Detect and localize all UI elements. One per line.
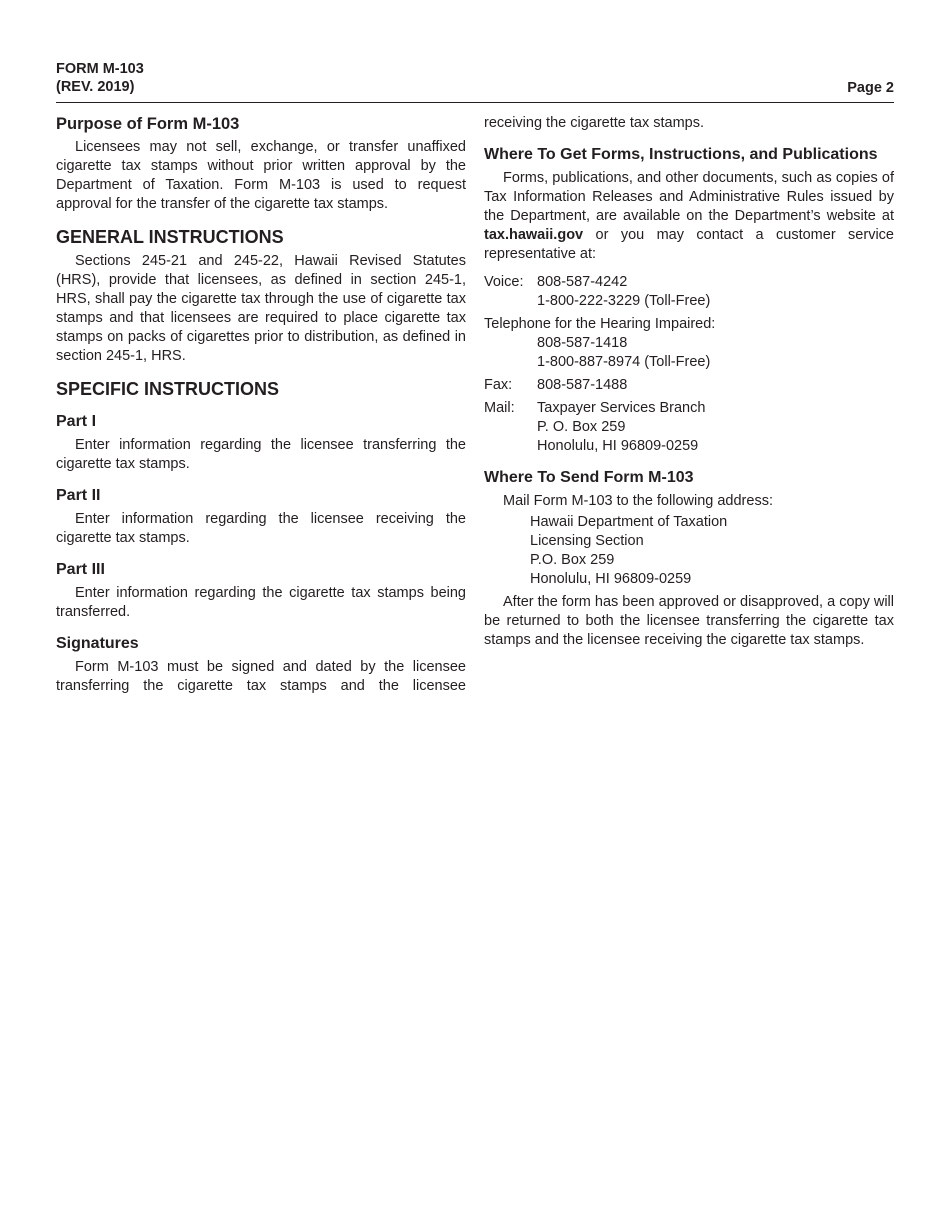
mail-label: Mail: <box>484 400 515 416</box>
right-column <box>484 114 894 696</box>
address-line-2: Licensing Section <box>530 533 644 549</box>
address-line-4: Honolulu, HI 96809-0259 <box>530 571 692 587</box>
address-line-3: P.O. Box 259 <box>530 552 615 568</box>
voice-label: Voice: <box>484 274 524 290</box>
purpose-paragraph: Licensees may not sell, exchange, or transfer unaffixed cigarette tax stamps without prior written approval by the Department of Taxation. Form M-103 is used to request approval for the transfer of the cigarette tax stamps. <box>56 139 466 212</box>
mail-line-1: Taxpayer Services Branch <box>537 400 706 416</box>
where-to-send-heading: Where To Send Form M-103 <box>484 469 694 486</box>
mail-contact <box>484 399 894 456</box>
part-1-heading: Part I <box>56 413 97 430</box>
page-header <box>56 60 894 103</box>
signatures-paragraph: Form M-103 must be signed and dated by the licensee transferring the cigarette tax stamps and the licensee <box>56 659 466 694</box>
specific-instructions-heading: SPECIFIC INSTRUCTIONS <box>56 379 280 399</box>
form-revision: (REV. 2019) <box>56 79 135 95</box>
where-to-get-text-b: or you may contact a customer service representative at: <box>484 227 894 262</box>
document-page <box>56 60 894 696</box>
two-column-body <box>56 114 894 696</box>
signatures-heading: Signatures <box>56 635 139 652</box>
fax-label: Fax: <box>484 377 513 393</box>
part-3-heading: Part III <box>56 561 105 578</box>
part-2-paragraph: Enter information regarding the licensee receiving the cigarette tax stamps. <box>56 511 466 546</box>
after-approval-paragraph: After the form has been approved or disapproved, a copy will be returned to both the licensee transferring the cigarette tax stamps and the licensee receiving the cigarette tax stamps. <box>484 594 894 648</box>
fax-contact <box>484 376 894 395</box>
hearing-impaired-contact <box>484 315 894 372</box>
voice-toll-free: 1-800-222-3229 (Toll-Free) <box>537 293 711 309</box>
where-to-get-text-a: Forms, publications, and other documents, such as copies of Tax Information Releases and Administrative Rules issued by the Department, are available on the Department’s website at <box>484 170 894 224</box>
hearing-impaired-toll-free: 1-800-887-8974 (Toll-Free) <box>537 354 711 370</box>
hearing-impaired-number: 808-587-1418 <box>537 335 628 351</box>
purpose-heading: Purpose of Form M-103 <box>56 115 240 133</box>
mail-line-3: Honolulu, HI 96809-0259 <box>537 438 699 454</box>
part-2-heading: Part II <box>56 487 101 504</box>
send-intro: Mail Form M-103 to the following address: <box>503 493 773 509</box>
part-3-paragraph: Enter information regarding the cigarette tax stamps being transferred. <box>56 585 466 620</box>
send-address <box>484 513 894 589</box>
mail-line-2: P. O. Box 259 <box>537 419 626 435</box>
signatures-continued: receiving the cigarette tax stamps. <box>484 115 705 131</box>
where-to-get-heading: Where To Get Forms, Instructions, and Publications <box>484 146 878 163</box>
left-column <box>56 114 466 696</box>
part-1-paragraph: Enter information regarding the licensee transferring the cigarette tax stamps. <box>56 437 466 472</box>
general-instructions-paragraph: Sections 245-21 and 245-22, Hawaii Revised Statutes (HRS), provide that licensees, as defined in section 245-1, HRS, shall pay the cigarette tax through the use of cigarette tax stamps and that licensees are required to place cigarette tax stamps on packs of cigarettes prior to distribution, as defined in section 245-1, HRS. <box>56 253 466 364</box>
where-to-get-paragraph <box>484 169 894 264</box>
page-number: Page 2 <box>847 80 894 96</box>
website-link[interactable]: tax.hawaii.gov <box>484 227 584 243</box>
voice-contact <box>484 273 894 311</box>
hearing-impaired-label: Telephone for the Hearing Impaired: <box>484 316 716 332</box>
address-line-1: Hawaii Department of Taxation <box>530 514 728 530</box>
fax-number: 808-587-1488 <box>537 377 628 393</box>
form-number: FORM M-103 <box>56 61 144 77</box>
voice-number: 808-587-4242 <box>537 274 628 290</box>
general-instructions-heading: GENERAL INSTRUCTIONS <box>56 227 284 247</box>
